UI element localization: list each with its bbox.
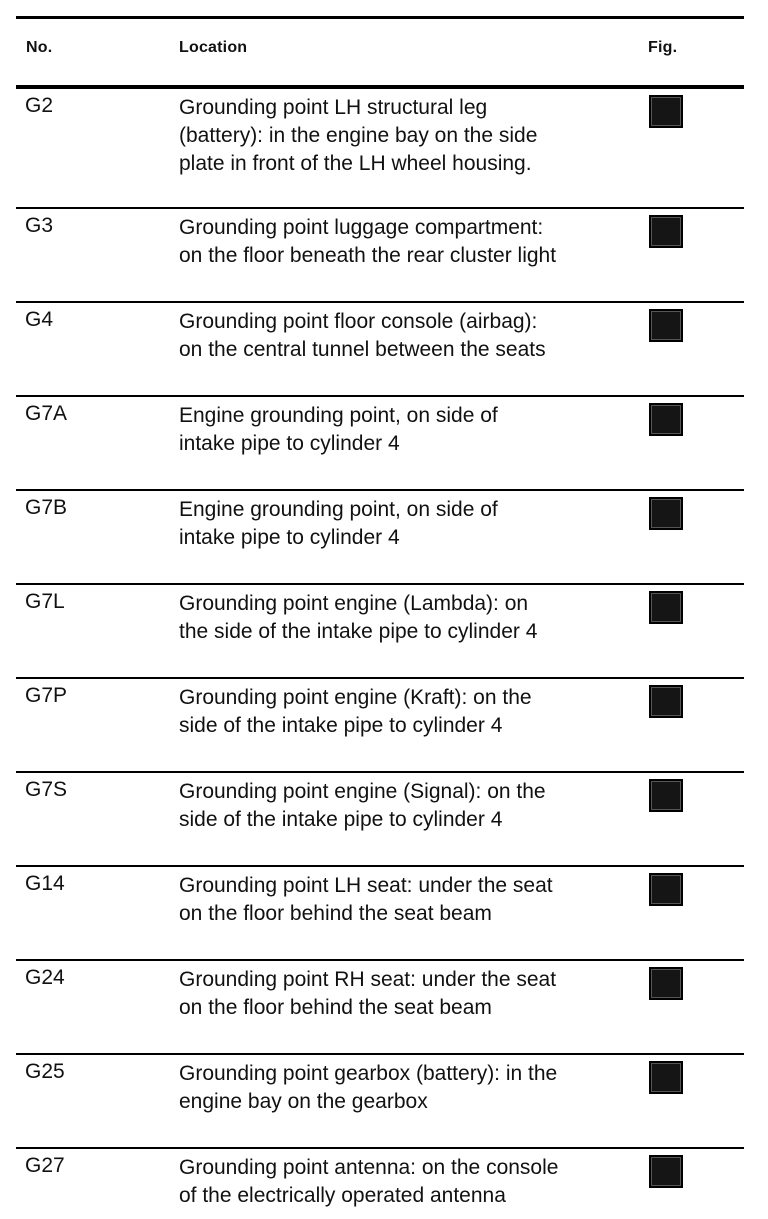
location-line: side of the intake pipe to cylinder 4 bbox=[179, 714, 503, 737]
row-number: G24 bbox=[25, 966, 65, 989]
location-line: Engine grounding point, on side of bbox=[179, 404, 498, 427]
location-line: the side of the intake pipe to cylinder 4 bbox=[179, 620, 538, 643]
location-line: Grounding point floor console (airbag): bbox=[179, 310, 538, 333]
row-number: G27 bbox=[25, 1154, 65, 1177]
table-header bbox=[16, 19, 744, 89]
row-location bbox=[179, 496, 649, 552]
header-fig: Fig. bbox=[648, 39, 678, 56]
table-row bbox=[16, 585, 744, 679]
row-location bbox=[179, 966, 649, 1022]
row-number: G3 bbox=[25, 214, 54, 237]
figure-thumbnail[interactable] bbox=[649, 779, 683, 812]
location-line: (battery): in the engine bay on the side bbox=[179, 124, 538, 147]
row-location bbox=[179, 872, 649, 928]
location-line: engine bay on the gearbox bbox=[179, 1090, 428, 1113]
table-row bbox=[16, 1055, 744, 1149]
grounding-points-table bbox=[16, 16, 744, 1219]
figure-thumbnail[interactable] bbox=[649, 497, 683, 530]
location-line: intake pipe to cylinder 4 bbox=[179, 526, 400, 549]
location-line: on the floor beneath the rear cluster light bbox=[179, 244, 557, 267]
location-line: Grounding point LH seat: under the seat bbox=[179, 874, 553, 897]
location-line: Grounding point gearbox (battery): in the bbox=[179, 1062, 558, 1085]
table-row bbox=[16, 1149, 744, 1219]
row-number: G2 bbox=[25, 94, 54, 117]
row-number: G7L bbox=[25, 590, 65, 613]
header-no: No. bbox=[26, 39, 53, 56]
table-row bbox=[16, 397, 744, 491]
figure-thumbnail[interactable] bbox=[649, 1155, 683, 1188]
location-line: side of the intake pipe to cylinder 4 bbox=[179, 808, 503, 831]
location-line: Grounding point engine (Lambda): on bbox=[179, 592, 529, 615]
row-location bbox=[179, 1060, 649, 1116]
table-body bbox=[16, 89, 744, 1219]
table-row bbox=[16, 679, 744, 773]
figure-thumbnail[interactable] bbox=[649, 685, 683, 718]
location-line: Grounding point antenna: on the console bbox=[179, 1156, 559, 1179]
location-line: Grounding point luggage compartment: bbox=[179, 216, 544, 239]
row-number: G7S bbox=[25, 778, 68, 801]
row-location bbox=[179, 214, 649, 270]
row-number: G4 bbox=[25, 308, 54, 331]
location-line: Engine grounding point, on side of bbox=[179, 498, 498, 521]
figure-thumbnail[interactable] bbox=[649, 1061, 683, 1094]
location-line: on the central tunnel between the seats bbox=[179, 338, 546, 361]
row-number: G7P bbox=[25, 684, 68, 707]
location-line: plate in front of the LH wheel housing. bbox=[179, 152, 532, 175]
location-line: of the electrically operated antenna bbox=[179, 1184, 506, 1207]
location-line: intake pipe to cylinder 4 bbox=[179, 432, 400, 455]
location-line: on the floor behind the seat beam bbox=[179, 902, 492, 925]
figure-thumbnail[interactable] bbox=[649, 309, 683, 342]
header-location: Location bbox=[179, 39, 248, 56]
row-number: G7B bbox=[25, 496, 68, 519]
location-line: Grounding point engine (Signal): on the bbox=[179, 780, 546, 803]
location-line: Grounding point engine (Kraft): on the bbox=[179, 686, 532, 709]
table-row bbox=[16, 209, 744, 303]
row-location bbox=[179, 402, 649, 458]
location-line: Grounding point RH seat: under the seat bbox=[179, 968, 557, 991]
figure-thumbnail[interactable] bbox=[649, 403, 683, 436]
row-number: G25 bbox=[25, 1060, 65, 1083]
figure-thumbnail[interactable] bbox=[649, 873, 683, 906]
row-location bbox=[179, 684, 649, 740]
figure-thumbnail[interactable] bbox=[649, 215, 683, 248]
table-row bbox=[16, 303, 744, 397]
table-row bbox=[16, 961, 744, 1055]
table-row bbox=[16, 773, 744, 867]
table-row bbox=[16, 491, 744, 585]
row-number: G14 bbox=[25, 872, 65, 895]
row-number: G7A bbox=[25, 402, 68, 425]
figure-thumbnail[interactable] bbox=[649, 591, 683, 624]
row-location bbox=[179, 94, 649, 178]
row-location bbox=[179, 778, 649, 834]
location-line: Grounding point LH structural leg bbox=[179, 96, 488, 119]
row-location bbox=[179, 590, 649, 646]
table-row bbox=[16, 89, 744, 209]
figure-thumbnail[interactable] bbox=[649, 95, 683, 128]
figure-thumbnail[interactable] bbox=[649, 967, 683, 1000]
location-line: on the floor behind the seat beam bbox=[179, 996, 492, 1019]
table-row bbox=[16, 867, 744, 961]
row-location bbox=[179, 308, 649, 364]
row-location bbox=[179, 1154, 649, 1210]
